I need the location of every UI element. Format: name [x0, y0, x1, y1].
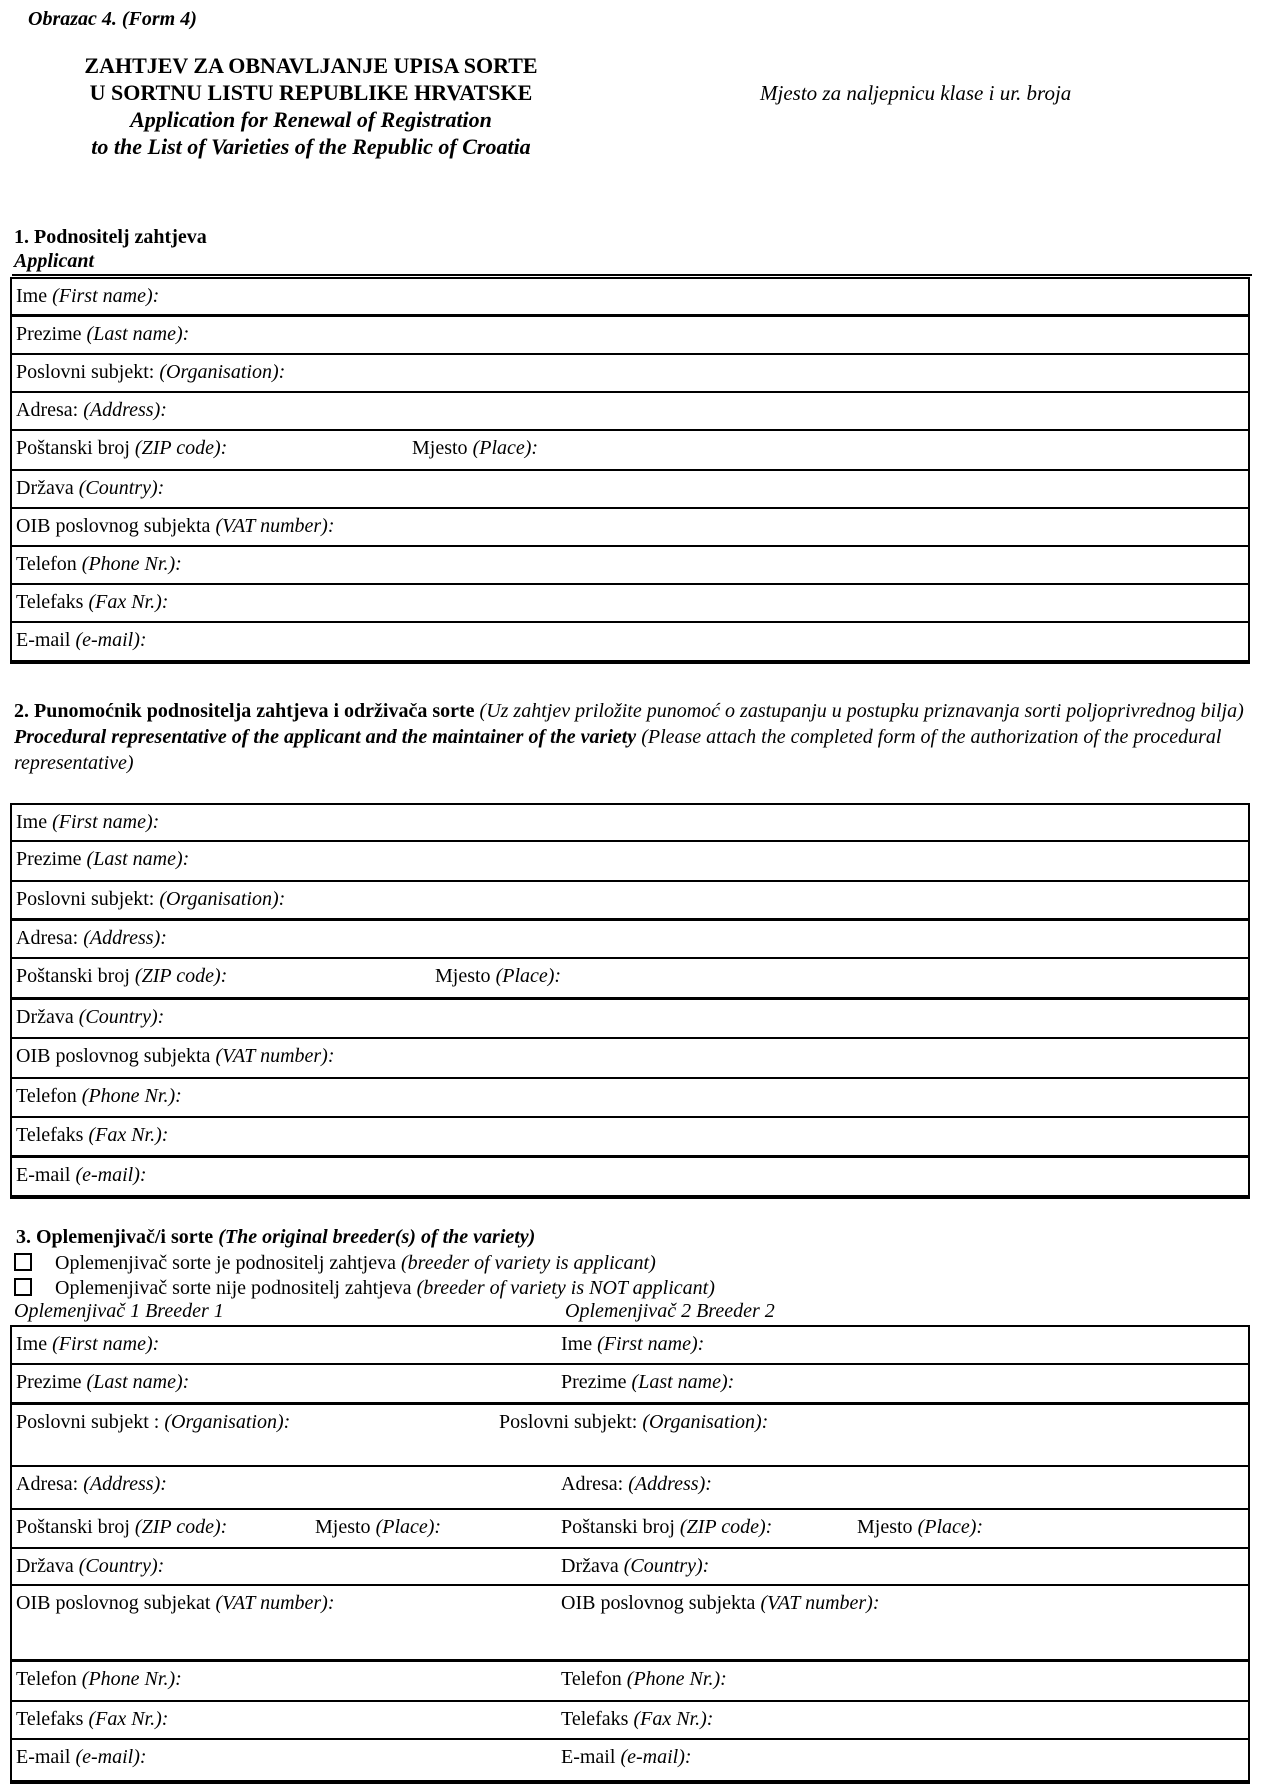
field-label: Mjesto (Place):: [857, 1516, 984, 1538]
field-label: Telefon (Phone Nr.):: [16, 1668, 182, 1690]
field-label: E-mail (e-mail):: [16, 1746, 147, 1768]
breeder1-column-header: Oplemenjivač 1 Breeder 1: [14, 1300, 224, 1322]
field-label: Poštanski broj (ZIP code):: [16, 965, 228, 987]
table-row: [12, 1158, 1248, 1195]
field-label: Poštanski broj (ZIP code):: [561, 1516, 773, 1538]
field-label: Mjesto (Place):: [435, 965, 562, 987]
field-label: Mjesto (Place):: [315, 1516, 442, 1538]
section2-heading-en-italic: (Please attach the completed form of the authorization of the procedural representative): [14, 726, 1222, 774]
field-label: Poslovni subjekt: (Organisation):: [499, 1411, 769, 1433]
table-row: [12, 1327, 1248, 1365]
table-row: [12, 1467, 1248, 1510]
section3-heading-bold: 3. Oplemenjivač/i sorte: [16, 1226, 214, 1248]
table-row: [12, 1365, 1248, 1405]
table-row: [12, 921, 1248, 959]
table-row: [12, 1039, 1248, 1079]
field-label: Poštanski broj (ZIP code):: [16, 1516, 228, 1538]
field-label: OIB poslovnog subjekta (VAT number):: [16, 515, 335, 537]
field-label: Prezime (Last name):: [16, 1371, 190, 1393]
table-row: [12, 547, 1248, 585]
form-title: [68, 52, 554, 160]
table-row: [12, 1702, 1248, 1740]
field-label: Ime (First name):: [16, 1333, 160, 1355]
field-label: Telefaks (Fax Nr.):: [16, 1708, 169, 1730]
breeder2-column-header: Oplemenjivač 2 Breeder 2: [565, 1300, 775, 1322]
table-row: [12, 805, 1248, 842]
field-label: Ime (First name):: [16, 811, 160, 833]
field-label: E-mail (e-mail):: [561, 1746, 692, 1768]
table-row: [12, 355, 1248, 393]
field-label: Država (Country):: [561, 1555, 710, 1577]
section2-heading: [14, 698, 1262, 776]
section1-subheading-text: Applicant: [14, 250, 95, 272]
table-row: [12, 1549, 1248, 1586]
field-label: Poslovni subjekt: (Organisation):: [16, 361, 286, 383]
table-row: [12, 882, 1248, 921]
field-label: Telefaks (Fax Nr.):: [16, 1124, 169, 1146]
table-row: [12, 623, 1248, 660]
field-label: Država (Country):: [16, 477, 165, 499]
table-row: [12, 317, 1248, 355]
table-row: [12, 471, 1248, 509]
checkbox-breeder-is-applicant[interactable]: [14, 1253, 32, 1271]
field-label: Država (Country):: [16, 1006, 165, 1028]
field-label: Država (Country):: [16, 1555, 165, 1577]
field-label: Poslovni subjekt: (Organisation):: [16, 888, 286, 910]
table-row: [12, 1405, 1248, 1467]
table-row: [12, 393, 1248, 431]
form-number-label: Obrazac 4. (Form 4): [28, 8, 197, 30]
checkbox-breeder-not-applicant[interactable]: [14, 1278, 32, 1296]
table-row: [12, 509, 1248, 547]
table-row: [12, 1118, 1248, 1158]
section2-heading-hr-italic: (Uz zahtjev priložite punomoć o zastupanju u postupku priznavanja sorti poljoprivrednog bilja): [479, 700, 1244, 722]
table-row: [12, 1079, 1248, 1118]
field-label: OIB poslovnog subjekat (VAT number):: [16, 1592, 335, 1614]
checkbox1-label-hr: Oplemenjivač sorte je podnositelj zahtjeva: [55, 1252, 401, 1274]
table-row: [12, 842, 1248, 882]
field-label: Adresa: (Address):: [16, 927, 167, 949]
table-row: [12, 1000, 1248, 1039]
field-label: Ime (First name):: [16, 285, 160, 307]
representative-table: [10, 803, 1250, 1199]
field-label: Adresa: (Address):: [16, 1473, 167, 1495]
section1-heading: 1. Podnositelj zahtjeva: [14, 226, 207, 248]
section2-heading-en-bold: Procedural representative of the applicant and the maintainer of the variety: [14, 726, 637, 748]
checkbox1-label-en: (breeder of variety is applicant): [401, 1252, 656, 1274]
field-label: Poslovni subjekt : (Organisation):: [16, 1411, 291, 1433]
table-row: [12, 279, 1248, 317]
field-label: Prezime (Last name):: [16, 323, 190, 345]
field-label: Telefon (Phone Nr.):: [561, 1668, 727, 1690]
field-label: Telefon (Phone Nr.):: [16, 553, 182, 575]
field-label: OIB poslovnog subjekta (VAT number):: [16, 1045, 335, 1067]
title-line-en-1: Application for Renewal of Registration: [130, 107, 492, 132]
title-line-en-2: to the List of Varieties of the Republic of Croatia: [91, 134, 531, 159]
table-row: [12, 1586, 1248, 1662]
table-row: [12, 1740, 1248, 1780]
field-label: Ime (First name):: [561, 1333, 705, 1355]
breeders-table: [10, 1325, 1250, 1784]
field-label: Adresa: (Address):: [561, 1473, 712, 1495]
field-label: Telefaks (Fax Nr.):: [561, 1708, 714, 1730]
checkbox2-label-en: (breeder of variety is NOT applicant): [416, 1277, 715, 1299]
field-label: Adresa: (Address):: [16, 399, 167, 421]
table-row: [12, 431, 1248, 471]
section2-heading-hr-bold: 2. Punomoćnik podnositelja zahtjeva i održivača sorte: [14, 700, 475, 722]
field-label: E-mail (e-mail):: [16, 629, 147, 651]
checkbox2-label-hr: Oplemenjivač sorte nije podnositelj zahtjeva: [55, 1277, 417, 1299]
field-label: Telefaks (Fax Nr.):: [16, 591, 169, 613]
table-row: [12, 959, 1248, 1000]
section3-heading: [16, 1226, 535, 1249]
section1-subheading: [12, 250, 1252, 276]
breeder-not-applicant-option: [14, 1277, 715, 1300]
table-row: [12, 1662, 1248, 1702]
field-label: Telefon (Phone Nr.):: [16, 1085, 182, 1107]
table-row: [12, 585, 1248, 623]
breeder-is-applicant-option: [14, 1252, 656, 1275]
field-label: E-mail (e-mail):: [16, 1164, 147, 1186]
field-label: Poštanski broj (ZIP code):: [16, 437, 228, 459]
field-label: Prezime (Last name):: [561, 1371, 735, 1393]
field-label: Mjesto (Place):: [412, 437, 539, 459]
table-row: [12, 1510, 1248, 1549]
field-label: Prezime (Last name):: [16, 848, 190, 870]
title-line-hr-2: U SORTNU LISTU REPUBLIKE HRVATSKE: [89, 80, 533, 105]
sticker-placeholder-label: Mjesto za naljepnicu klase i ur. broja: [760, 81, 1072, 105]
section3-heading-italic: (The original breeder(s) of the variety): [218, 1226, 536, 1248]
field-label: OIB poslovnog subjekta (VAT number):: [561, 1592, 880, 1614]
title-line-hr-1: ZAHTJEV ZA OBNAVLJANJE UPISA SORTE: [84, 53, 538, 78]
applicant-table: [10, 277, 1250, 664]
